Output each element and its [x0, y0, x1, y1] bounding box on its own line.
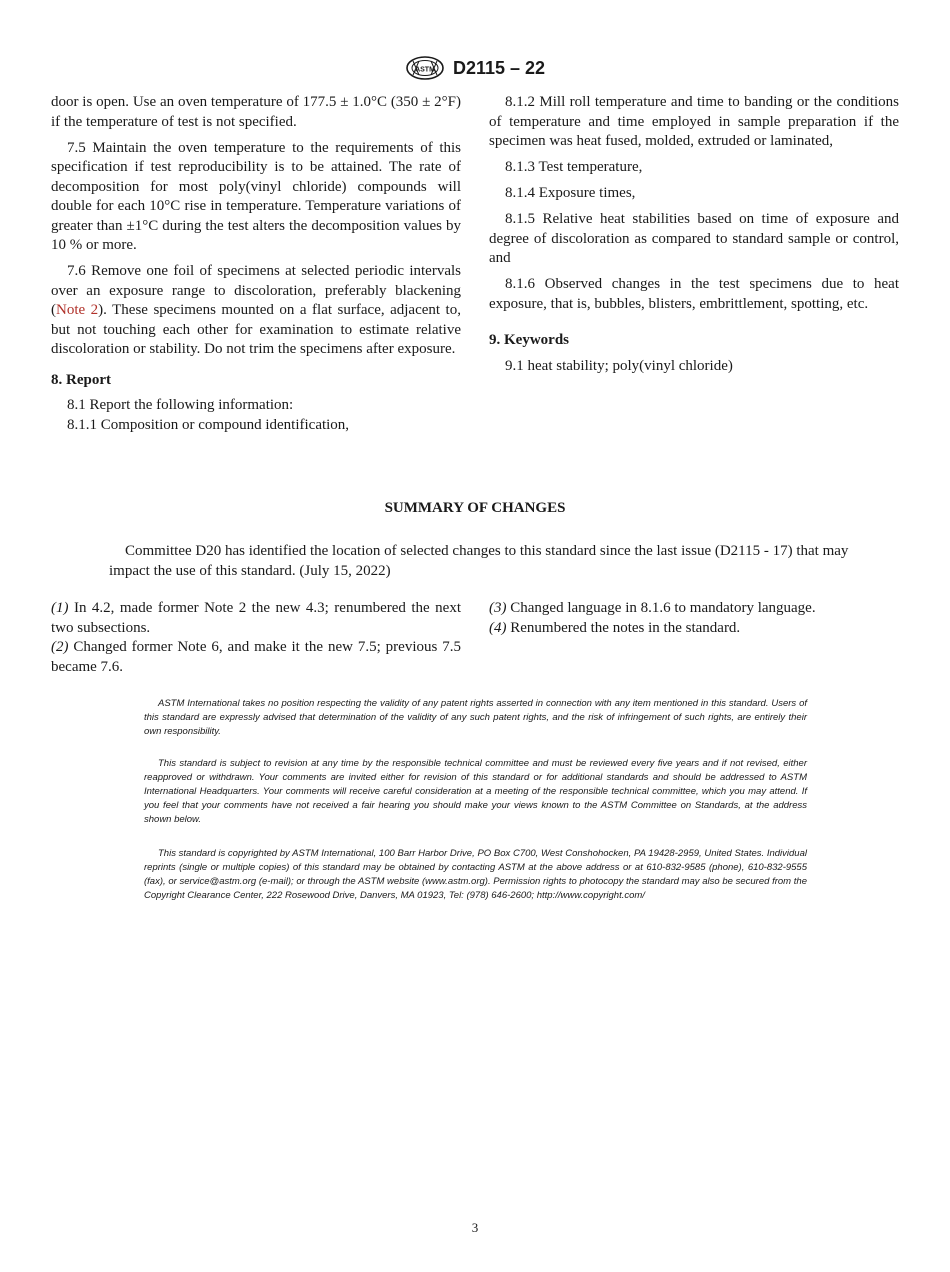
copyright-notice: This standard is copyrighted by ASTM International, 100 Barr Harbor Drive, PO Box C700, West Conshohocken, PA 19428-2959, United States. Individual reprints (single or multiple copies) of this standard may be obtained by contacting ASTM at the above address or at 610-832-9585 (phone), 610-832-9555 (fax), or service@astm.org (e-mail); or through the ASTM website (www.astm.org). Permission rights to photocopy the standard may also be secured from the Copyright Clearance Center, 222 Rosewood Drive, Danvers, MA 01923, Tel: (978) 646-2600; http://www.copyright.com/ [144, 848, 807, 901]
changes-left-column [51, 599, 461, 677]
astm-logo-icon [405, 56, 445, 80]
page-header [0, 56, 950, 80]
left-column [51, 93, 461, 442]
section-9-title: 9. Keywords [489, 332, 569, 348]
change-item: (2) Changed former Note 6, and make it the new 7.5; previous 7.5 became 7.6. [51, 639, 461, 675]
paragraph-8-1: 8.1 Report the following information: [67, 397, 294, 413]
section-8-title: 8. Report [51, 371, 111, 388]
paragraph-8-1-5: 8.1.5 Relative heat stabilities based on time of exposure and degree of discoloration as compared to standard sample or control, and [489, 211, 899, 266]
paragraph-8-1-6: 8.1.6 Observed changes in the test specimens due to heat exposure, that is, bubbles, blisters, embrittlement, spotting, etc. [489, 276, 899, 312]
right-column [489, 93, 899, 383]
paragraph-7-5: 7.5 Maintain the oven temperature to the requirements of this specification if test reproducibility is to be attained. The rate of decomposition for most poly(vinyl chloride) compounds will double for each 10°C rise in temperature. Temperature variations of greater than ±1°C during the test alters the decomposition values by 10 % or more. [51, 139, 461, 253]
revision-notice: This standard is subject to revision at any time by the responsible technical committee and must be reviewed every five years and if not revised, either reapproved or withdrawn. Your comments are invited either for revision of this standard or for additional standards and should be addressed to ASTM International Headquarters. Your comments will receive careful consideration at a meeting of the responsible technical committee, which you may attend. If you feel that your comments have not received a fair hearing you should make your views known to the ASTM Committee on Standards, at the address shown below. [144, 758, 807, 825]
document-id: D2115 – 22 [452, 57, 546, 78]
paragraph-7-6: 7.6 Remove one foil of specimens at selected periodic intervals over an exposure range to discoloration, preferably blackening (Note 2). These specimens mounted on a flat surface, adjacent to, but not touching each other for examination to estimate relative discoloration or stability. Do not trim the specimens after exposure. [51, 263, 461, 357]
paragraph-7-4-continued: door is open. Use an oven temperature of 177.5 ± 1.0°C (350 ± 2°F) if the temperature of test is not specified. [51, 94, 461, 130]
svg-text:ASTM: ASTM [415, 66, 435, 74]
change-item: (3) Changed language in 8.1.6 to mandatory language. [489, 600, 816, 616]
paragraph-8-1-1: 8.1.1 Composition or compound identification, [67, 416, 350, 433]
change-item: (4) Renumbered the notes in the standard. [489, 619, 741, 636]
note-2-link[interactable]: Note 2 [56, 302, 99, 318]
paragraph-9-1: 9.1 heat stability; poly(vinyl chloride) [505, 357, 733, 374]
paragraph-8-1-3: 8.1.3 Test temperature, [505, 159, 643, 175]
patent-notice: ASTM International takes no position respecting the validity of any patent rights asserted in connection with any item mentioned in this standard. Users of this standard are expressly advised that determination of the validity of any such patent rights, and the risk of infringement of such rights, are entirely their own responsibility. [144, 698, 807, 737]
page-number: 3 [471, 1220, 479, 1235]
change-item: (1) In 4.2, made former Note 2 the new 4.3; renumbered the next two subsections. [51, 600, 461, 636]
summary-intro: Committee D20 has identified the location of selected changes to this standard since the last issue (D2115 - 17) that may impact the use of this standard. (July 15, 2022) [109, 543, 849, 579]
paragraph-8-1-2: 8.1.2 Mill roll temperature and time to banding or the conditions of temperature and time employed in sample preparation if the specimen was heat fused, molded, extruded or laminated, [489, 94, 899, 149]
changes-right-column [489, 599, 899, 638]
paragraph-8-1-4: 8.1.4 Exposure times, [505, 185, 636, 201]
summary-of-changes-title: SUMMARY OF CHANGES [384, 500, 566, 516]
